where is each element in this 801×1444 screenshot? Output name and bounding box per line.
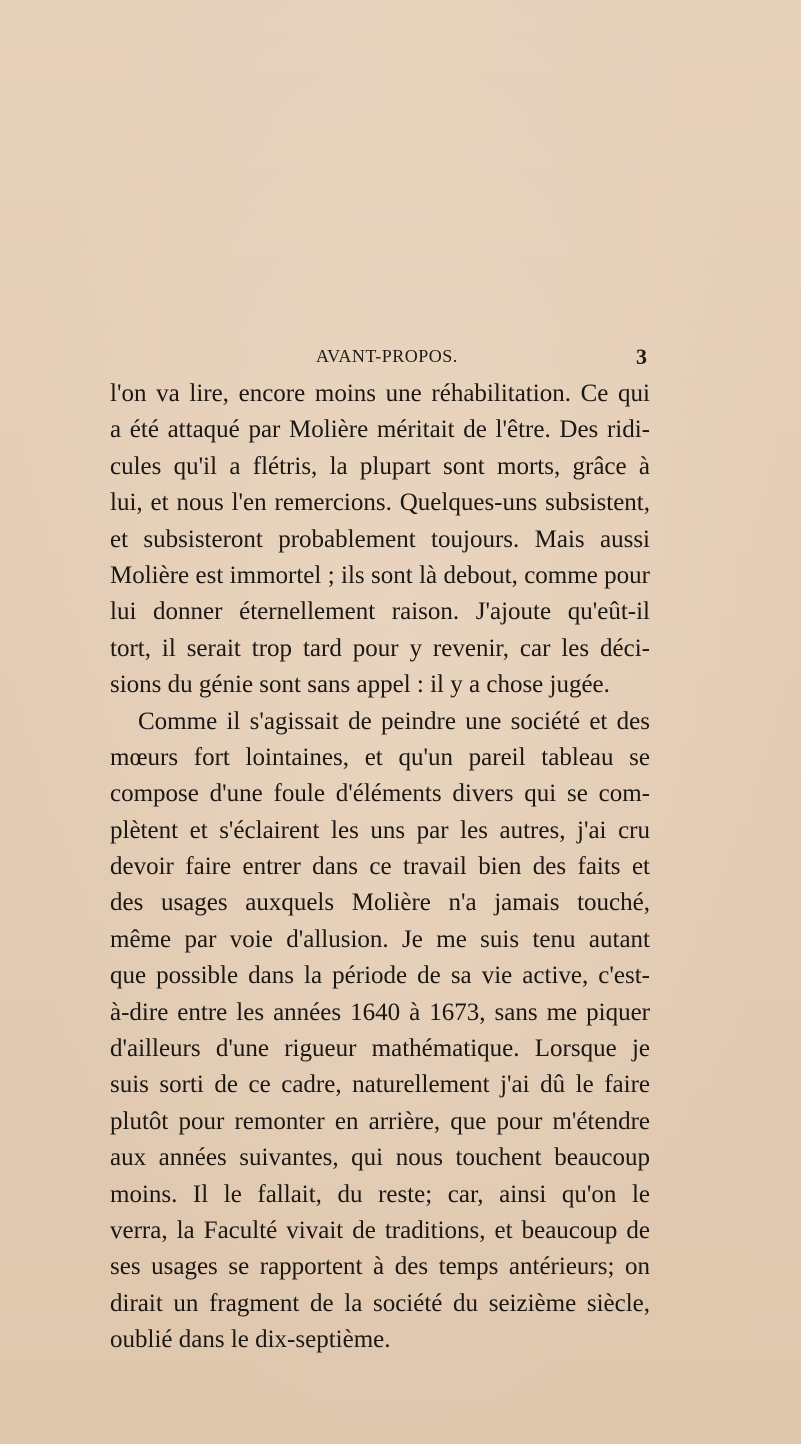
text-line: plutôt pour remonter en arrière, que pour m'étendre bbox=[110, 1107, 650, 1135]
text-line: sions du génie sont sans appel : il y a chose jugée. bbox=[110, 671, 610, 699]
text-line: des usages auxquels Molière n'a jamais touché, bbox=[110, 889, 650, 917]
text-line: plètent et s'éclairent les uns par les autres, j'ai cru bbox=[110, 816, 650, 844]
text-line: et subsisteront probablement toujours. Mais aussi bbox=[110, 525, 650, 553]
text-line: tort, il serait trop tard pour y revenir, car les déci- bbox=[110, 634, 650, 662]
running-head bbox=[316, 346, 647, 372]
text-line: que possible dans la période de sa vie active, c'est- bbox=[110, 962, 650, 990]
running-title: AVANT-PROPOS. bbox=[316, 346, 458, 366]
text-line: dirait un fragment de la société du seizième siècle, bbox=[110, 1289, 650, 1317]
body-text bbox=[110, 376, 650, 1359]
text-line: devoir faire entrer dans ce travail bien des faits et bbox=[110, 853, 650, 881]
text-line: à-dire entre les années 1640 à 1673, sans me piquer bbox=[110, 998, 650, 1026]
text-line: lui, et nous l'en remercions. Quelques-uns subsistent, bbox=[110, 489, 650, 517]
text-line: moins. Il le fallait, du reste; car, ainsi qu'on le bbox=[110, 1180, 650, 1208]
text-line: lui donner éternellement raison. J'ajoute qu'eût-il bbox=[110, 598, 650, 626]
text-line: verra, la Faculté vivait de traditions, et beaucoup de bbox=[110, 1216, 650, 1244]
text-line: compose d'une foule d'éléments divers qui se com- bbox=[110, 780, 650, 808]
text-line: Molière est immortel ; ils sont là debout, comme pour bbox=[110, 561, 650, 589]
text-line: suis sorti de ce cadre, naturellement j'ai dû le faire bbox=[110, 1071, 650, 1099]
text-line: cules qu'il a flétris, la plupart sont morts, grâce à bbox=[110, 452, 650, 480]
paragraph-start-line: Comme il s'agissait de peindre une société et des bbox=[138, 707, 650, 735]
text-line: aux années suivantes, qui nous touchent beaucoup bbox=[110, 1144, 650, 1172]
text-line: d'ailleurs d'une rigueur mathématique. Lorsque je bbox=[110, 1035, 650, 1063]
text-line: même par voie d'allusion. Je me suis tenu autant bbox=[110, 925, 650, 953]
text-line: ses usages se rapportent à des temps antérieurs; on bbox=[110, 1253, 650, 1281]
text-line: mœurs fort lointaines, et qu'un pareil tableau se bbox=[110, 743, 650, 771]
text-line: oublié dans le dix-septième. bbox=[110, 1326, 391, 1354]
text-line: a été attaqué par Molière méritait de l'être. Des ridi- bbox=[110, 416, 650, 444]
text-line: l'on va lire, encore moins une réhabilitation. Ce qui bbox=[110, 380, 650, 407]
page-number: 3 bbox=[636, 344, 647, 369]
